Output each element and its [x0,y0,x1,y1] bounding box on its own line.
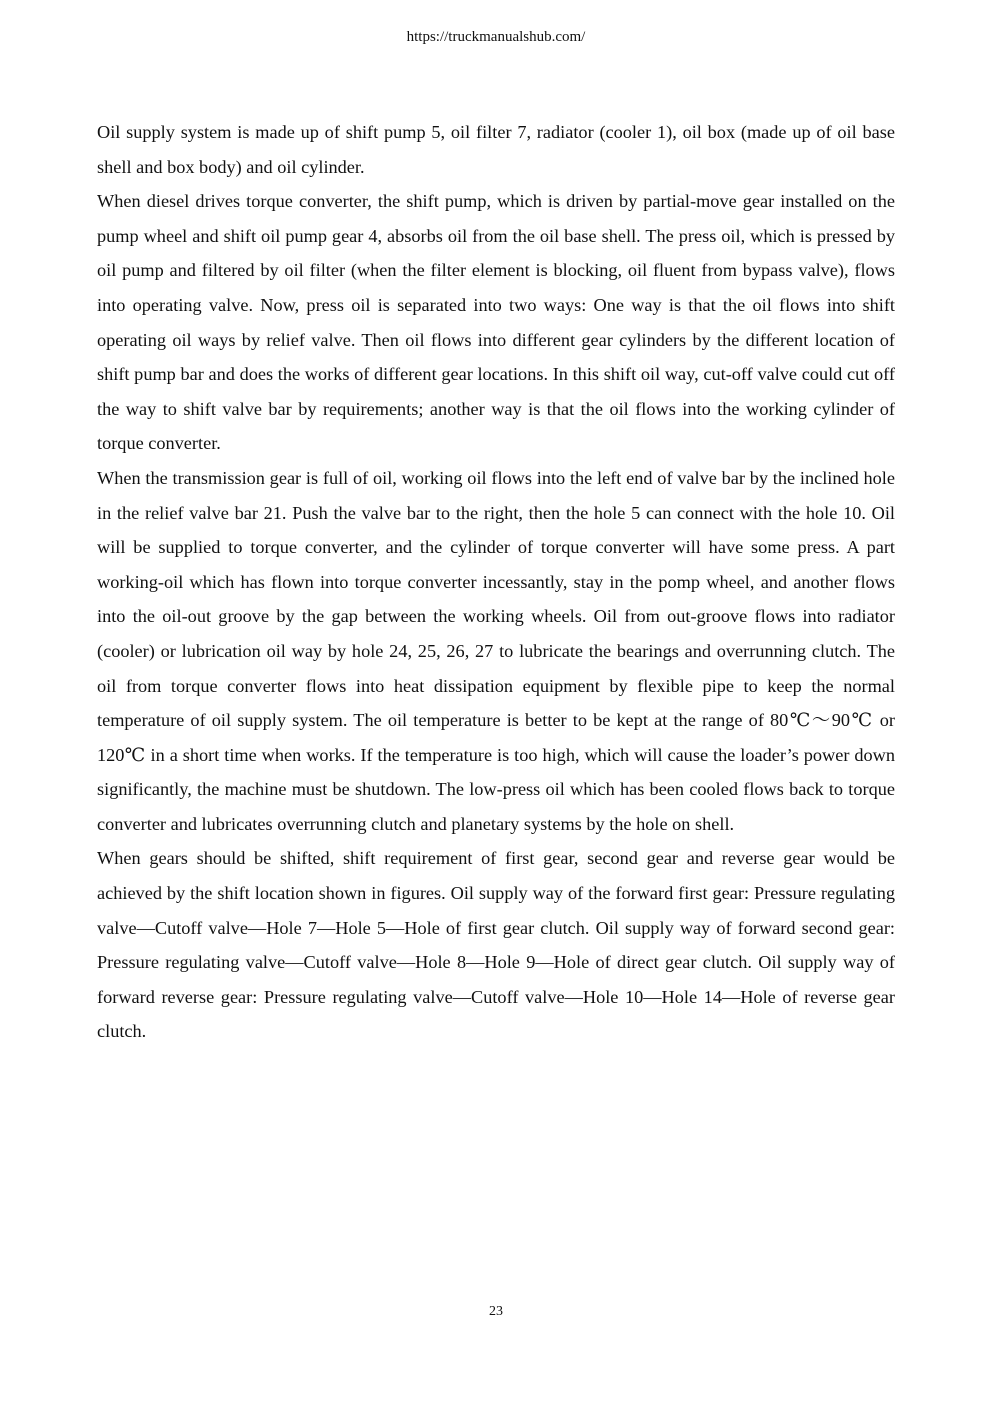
paragraph-shift-pump-operation: When diesel drives torque converter, the shift pump, which is driven by partial-move gear installed on the pump wheel and shift oil pump gear 4, absorbs oil from the oil base shell. The press oil, which is pressed by oil pump and filtered by oil filter (when the filter element is blocking, oil fluent from bypass valve), flows into operating valve. Now, press oil is separated into two ways: One way is that the oil flows into shift operating oil ways by relief valve. Then oil flows into different gear cylinders by the different location of shift pump bar and does the works of different gear locations. In this shift oil way, cut-off valve could cut off the way to shift valve bar by requirements; another way is that the oil flows into the working cylinder of torque converter. [97,191,895,454]
header-url: https://truckmanualshub.com/ [406,29,586,45]
paragraph-gear-shifting: When gears should be shifted, shift requirement of first gear, second gear and reverse gear would be achieved by the shift location shown in figures. Oil supply way of the forward first gear: Pressure regulating valve—Cutoff valve—Hole 7—Hole 5—Hole of first gear clutch. Oil supply way of forward second gear: Pressure regulating valve—Cutoff valve—Hole 8—Hole 9—Hole of direct gear clutch. Oil supply way of forward reverse gear: Pressure regulating valve—Cutoff valve—Hole 10—Hole 14—Hole of reverse gear clutch. [97,848,895,1042]
document-body [97,115,895,1049]
paragraph-oil-supply-system: Oil supply system is made up of shift pump 5, oil filter 7, radiator (cooler 1), oil box (made up of oil base shell and box body) and oil cylinder. [97,122,895,177]
page-number: 23 [489,1304,503,1319]
paragraph-transmission-oil-flow: When the transmission gear is full of oil, working oil flows into the left end of valve bar by the inclined hole in the relief valve bar 21. Push the valve bar to the right, then the hole 5 can connect with the hole 10. Oil will be supplied to torque converter, and the cylinder of torque converter will have some press. A part working-oil which has flown into torque converter incessantly, stay in the pomp wheel, and another flows into the oil-out groove by the gap between the working wheels. Oil from out-groove flows into radiator (cooler) or lubrication oil way by hole 24, 25, 26, 27 to lubricate the bearings and overrunning clutch. The oil from torque converter flows into heat dissipation equipment by flexible pipe to keep the normal temperature of oil supply system. The oil temperature is better to be kept at the range of 80℃～90℃ or 120℃ in a short time when works. If the temperature is too high, which will cause the loader’s power down significantly, the machine must be shutdown. The low-press oil which has been cooled flows back to torque converter and lubricates overrunning clutch and planetary systems by the hole on shell. [97,467,895,834]
